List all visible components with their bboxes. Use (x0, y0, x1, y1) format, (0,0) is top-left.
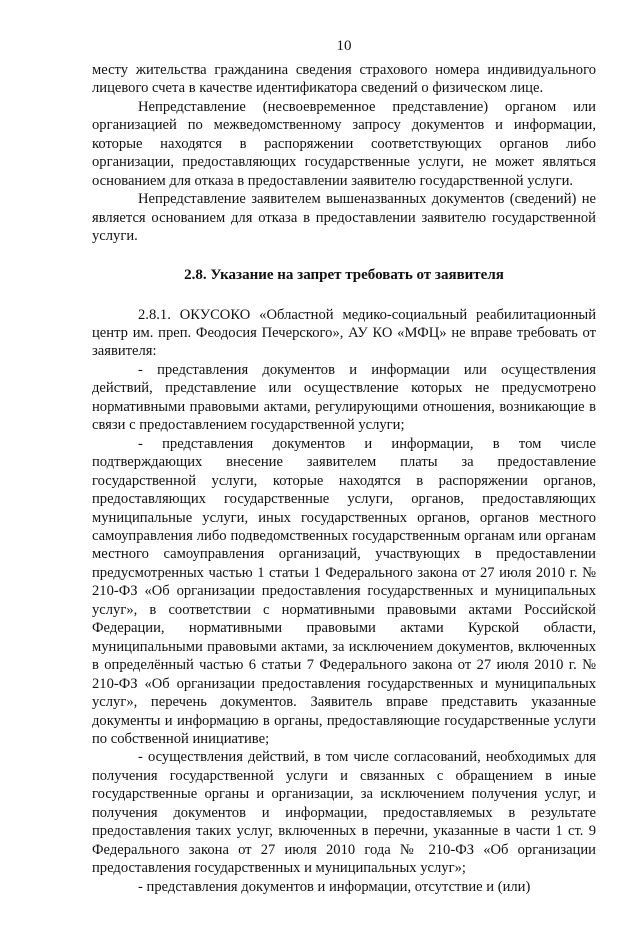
page-number: 10 (336, 38, 352, 54)
paragraph: месту жительства гражданина сведения страхового номера индивидуального лицевого счета в качестве идентификатора сведений о физическом лице. (92, 62, 596, 97)
list-item: - представления документов и информации или осуществления действий, представление или осуществление которых не предусмотрено нормативными правовыми актами, регулирующими отношения, возникающие в связи с предоставлением государственной услуги; (92, 361, 596, 434)
list-item: - представления документов и информации, в том числе подтверждающих внесение заявителем платы за предоставление государственной услуги, которые находятся в распоряжении органов, предоставляющих государственные услуги, органов, предоставляющих муниципальные услуги, иных государственных органов, органов местного самоуправления либо подведомственных государственным органам или органам местного самоуправления организаций, участвующих в предоставлении предусмотренных частью 1 статьи 1 Федерального закона от 27 июля 2010 г. № 210-ФЗ «Об организации предоставления государственных и муниципальных услуг», в соответствии с нормативными правовыми актами Российской Федерации, нормативными правовыми актами Курской области, муниципальными правовыми актами, за исключением документов, включенных в определённый частью 6 статьи 7 Федерального закона от 27 июля 2010 г. № 210-ФЗ «Об организации предоставления государственных и муниципальных услуг», перечень документов. Заявитель вправе представить указанные документы и информацию в органы, предоставляющие государственные услуги по собственной инициативе; (92, 435, 596, 747)
body-text-top (92, 61, 596, 246)
page-content (92, 61, 596, 929)
paragraph: Непредставление заявителем вышеназванных документов (сведений) не является основанием для отказа в предоставлении заявителю государственной услуги. (92, 191, 596, 245)
list-item: - осуществления действий, в том числе согласований, необходимых для получения государственной услуги и связанных с обращением в иные государственные органы и организации, за исключением получения услуг, и получения документов и информации, предоставляемых в результате предоставления таких услуг, включенных в перечни, указанные в части 1 ст. 9 Федерального закона от 27 июля 2010 года № 210-ФЗ «Об организации предоставления государственных и муниципальных услуг»; (92, 749, 596, 877)
section-heading: 2.8. Указание на запрет требовать от заявителя (184, 266, 504, 283)
paragraph: 2.8.1. ОКУСОКО «Областной медико-социальный реабилитационный центр им. преп. Феодосия Печерского», АУ КО «МФЦ» не вправе требовать от заявителя: (92, 306, 596, 360)
body-text-bottom (92, 306, 596, 897)
paragraph: Непредставление (несвоевременное представление) органом или организацией по межведомственному запросу документов и информации, которые находятся в распоряжении соответствующих органов либо организации, предоставляющих государственные услуги, не может являться основанием для отказа в предоставлении заявителю государственной услуги. (92, 98, 596, 189)
list-item: - представления документов и информации, отсутствие и (или) (138, 878, 531, 895)
